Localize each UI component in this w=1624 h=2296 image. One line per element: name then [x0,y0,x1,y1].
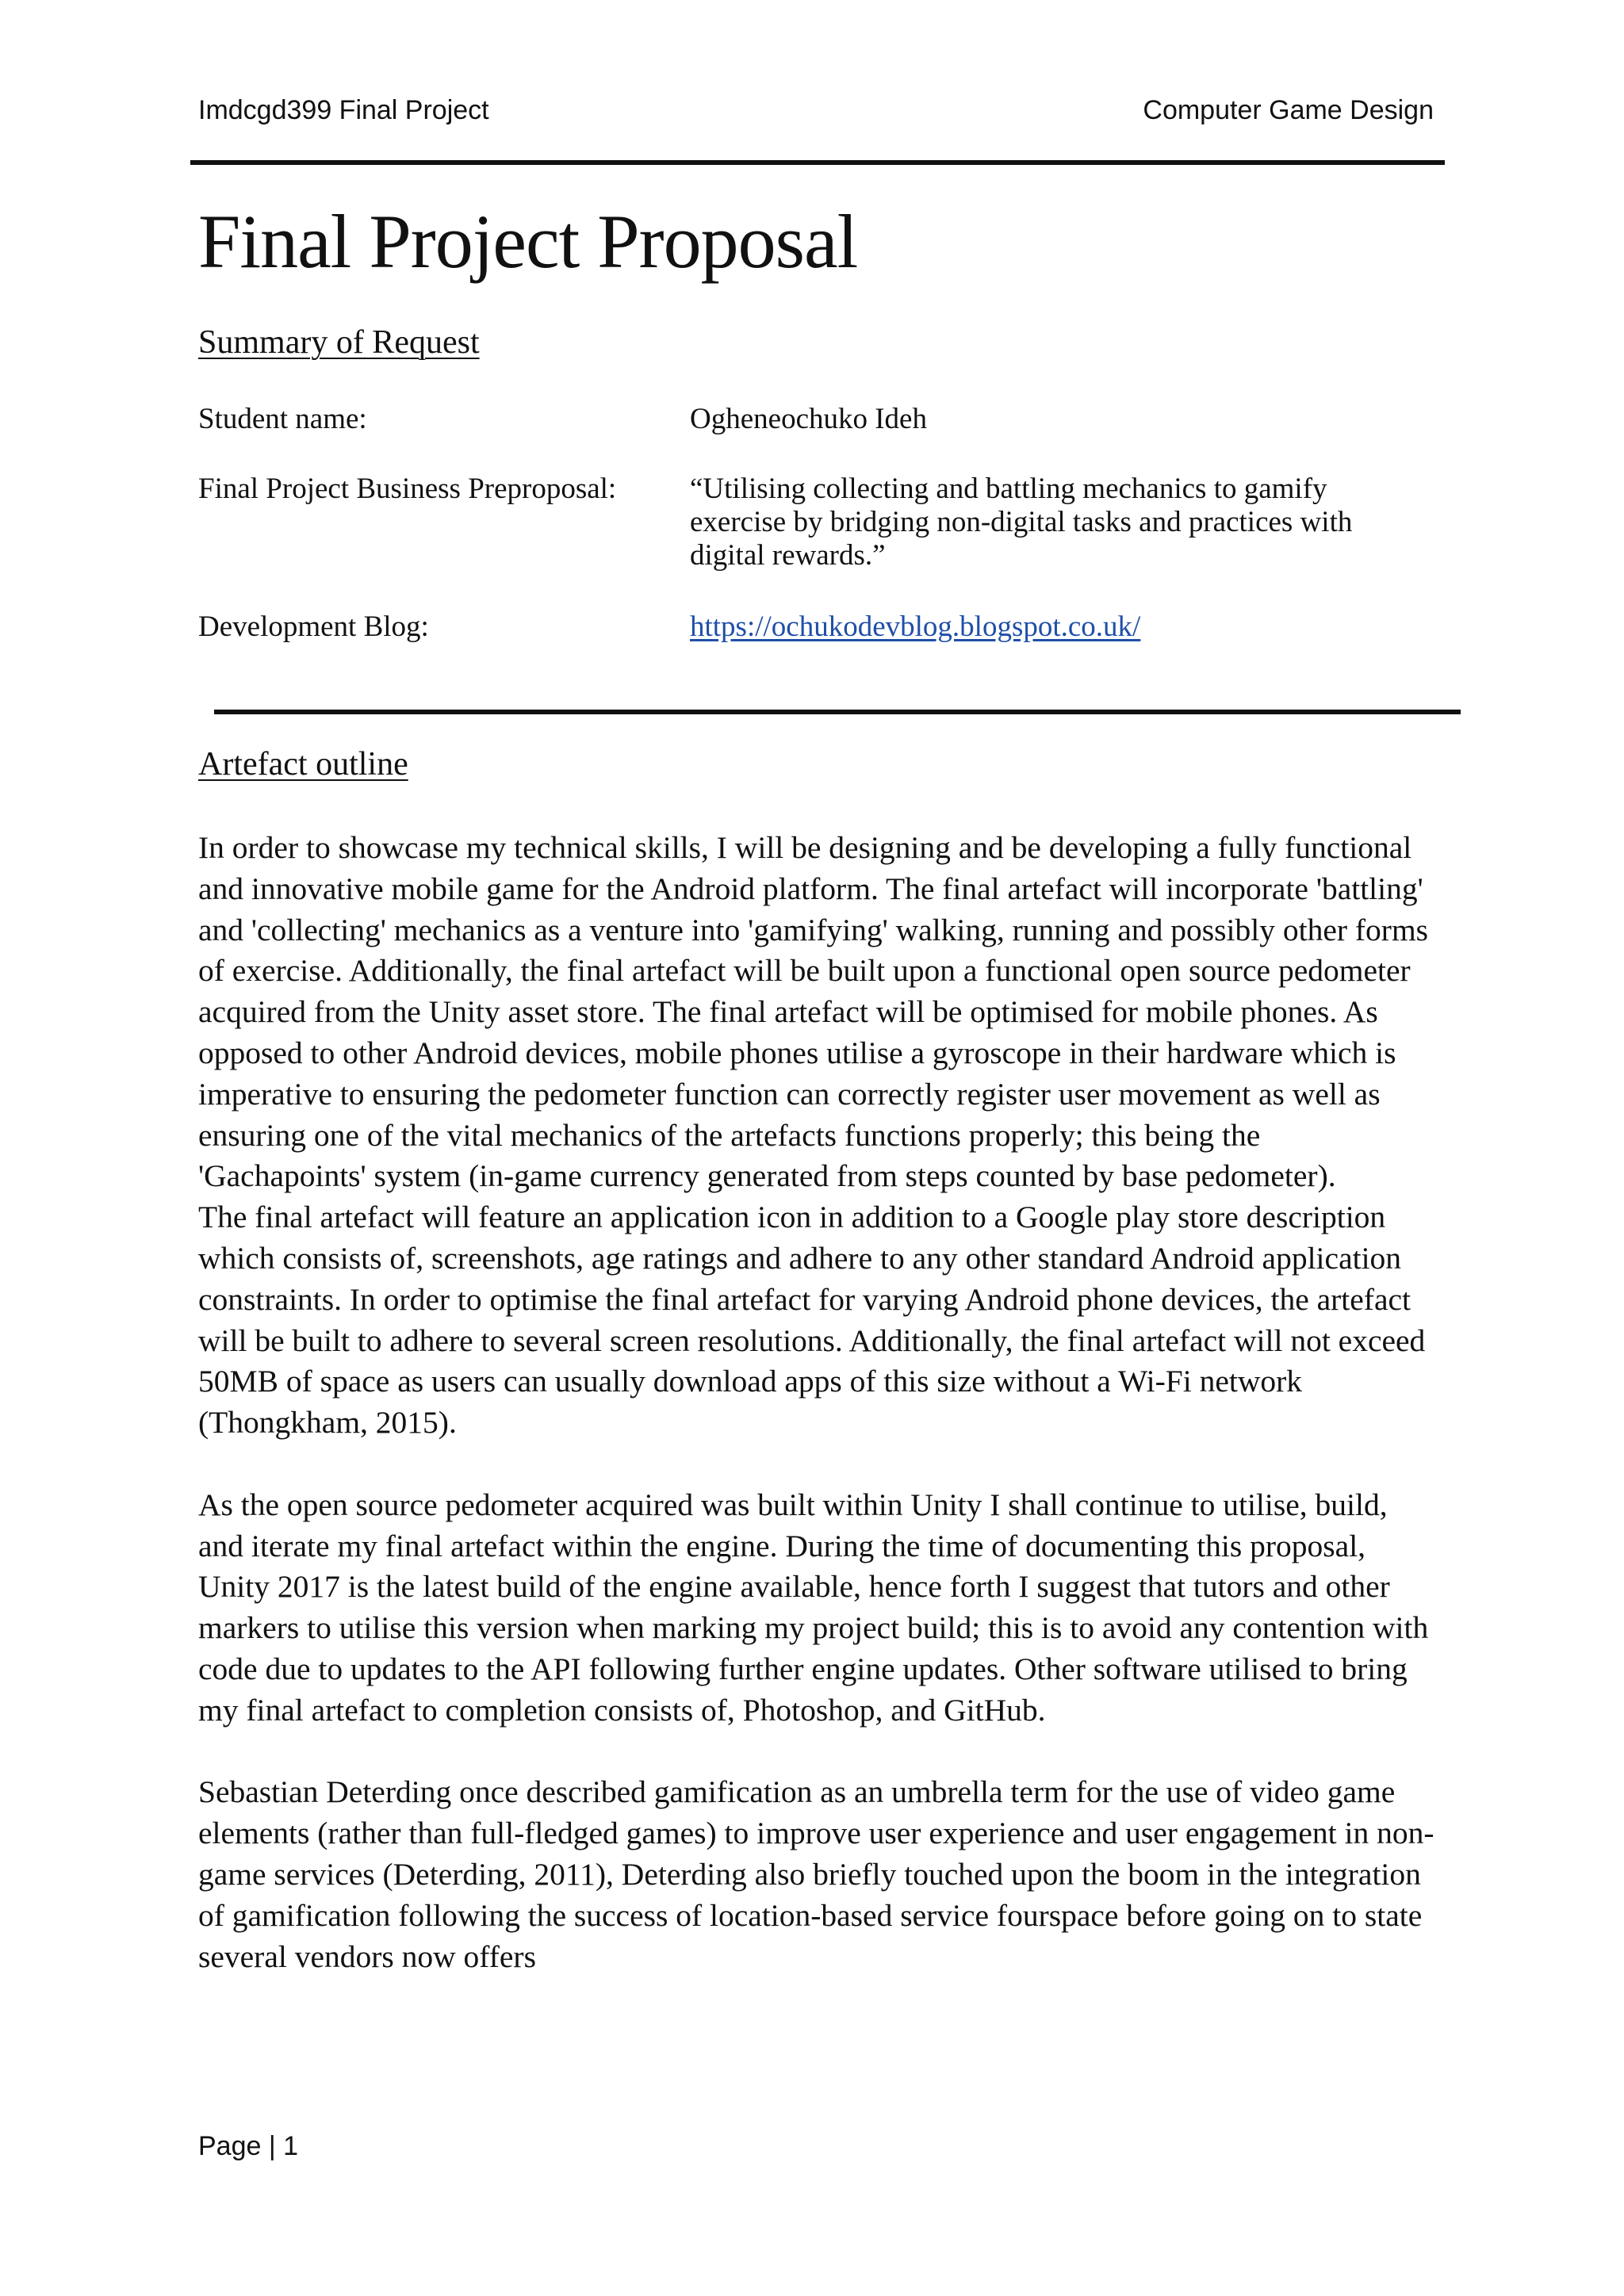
header-divider [190,160,1445,165]
artefact-outline-heading: Artefact outline [198,746,408,783]
student-name-value: Ogheneochuko Ideh [690,403,927,435]
preproposal-label: Final Project Business Preproposal: [198,473,617,505]
document-title: Final Project Proposal [198,199,858,284]
summary-heading: Summary of Request [198,324,480,361]
paragraph-deterding: Sebastian Deterding once described gamification as an umbrella term for the use of video game elements (rather than full-fledged games) to improve user experience and user engagement in non-game services (Deterding, 2011), Deterding also briefly touched upon the boom in the integration of gamification following the success of location-based service fourspace before going on to state several vendors now offers [198,1774,1434,1974]
development-blog-link[interactable]: https://ochukodevblog.blogspot.co.uk/ [690,610,1141,643]
running-header-left: Imdcgd399 Final Project [198,95,489,125]
section-divider [214,710,1461,714]
paragraph-app-icon: The final artefact will feature an application icon in addition to a Google play store description which consists of, screenshots, age ratings and adhere to any other standard Android application constraints. In order to optimise the final artefact for varying Android phone devices, the artefact will be built to adhere to several screen resolutions. Additionally, the final artefact will not exceed 50MB of space as users can usually download apps of this size without a Wi-Fi network (Thongkham, 2015). [198,1200,1426,1441]
page-number: Page | 1 [198,2131,299,2161]
development-blog-label: Development Blog: [198,610,429,643]
preproposal-value: “Utilising collecting and battling mechanics to gamify exercise by bridging non-digital tasks and practices with digital rewards.” [690,473,1353,572]
paragraph-showcase: In order to showcase my technical skills, I will be designing and be developing a fully functional and innovative mobile game for the Android platform. The final artefact will incorporate 'battling' and 'collecting' mechanics as a venture into 'gamifying' walking, running and possibly other forms of exercise. Additionally, the final artefact will be built upon a functional open source pedometer acquired from the Unity asset store. The final artefact will be optimised for mobile phones. As opposed to other Android devices, mobile phones utilise a gyroscope in their hardware which is imperative to ensuring the pedometer function can correctly register user movement as well as ensuring one of the vital mechanics of the artefacts functions properly; this being the 'Gachapoints' system (in-game currency generated from steps counted by base pedometer). [198,830,1429,1194]
student-name-label: Student name: [198,403,367,435]
artefact-outline-body [198,828,1435,1977]
paragraph-unity: As the open source pedometer acquired was built within Unity I shall continue to utilise, build, and iterate my final artefact within the engine. During the time of documenting this proposal, Unity 2017 is the latest build of the engine available, hence forth I suggest that tutors and other markers to utilise this version when marking my project build; this is to avoid any contention with code due to updates to the API following further engine updates. Other software utilised to bring my final artefact to completion consists of, Photoshop, and GitHub. [198,1487,1429,1728]
running-header-right: Computer Game Design [1143,95,1434,125]
